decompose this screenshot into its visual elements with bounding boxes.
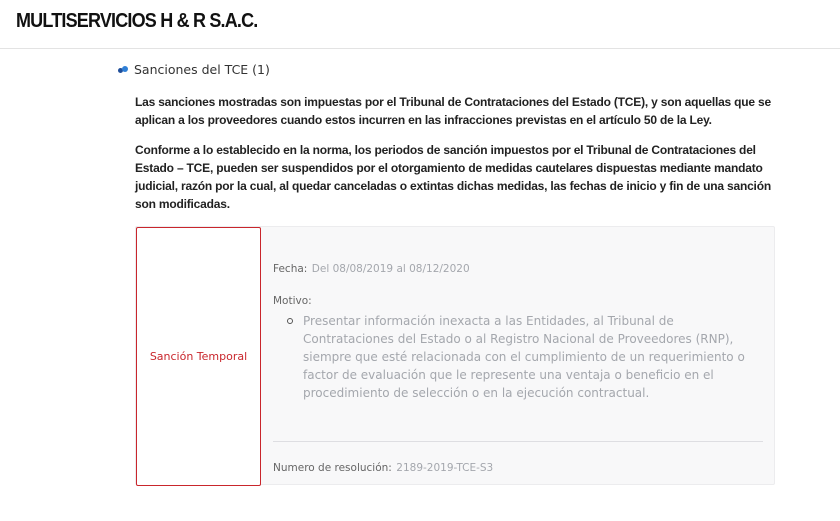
section-title-text: Sanciones del TCE (1) bbox=[134, 62, 270, 77]
divider bbox=[273, 441, 763, 442]
circle-bullet-icon bbox=[287, 318, 293, 324]
fecha-value: Del 08/08/2019 al 08/12/2020 bbox=[311, 263, 470, 275]
sanction-details bbox=[273, 227, 765, 486]
fecha-label: Fecha: bbox=[273, 263, 308, 275]
resolucion-value: 2189-2019-TCE-S3 bbox=[396, 462, 494, 474]
info-paragraph-1: Las sanciones mostradas son impuestas por el Tribunal de Contrataciones del Estado (TCE), y son aquellas que se aplican a los proveedores cuando estos incurren en las infracciones previstas en el artículo 50 de la Ley. bbox=[135, 95, 771, 127]
sanction-type-box bbox=[136, 227, 261, 486]
resolucion-label: Numero de resolución: bbox=[273, 462, 392, 474]
section-title bbox=[118, 62, 270, 77]
resolucion-row bbox=[273, 458, 493, 476]
motivo-list bbox=[287, 312, 757, 402]
company-name: MULTISERVICIOS H & R S.A.C. bbox=[16, 10, 258, 32]
info-paragraph-2: Conforme a lo establecido en la norma, los periodos de sanción impuestos por el Tribunal de Contrataciones del Estado – TCE, pueden ser suspendidos por el otorgamiento de medidas cautelares dispuestas mediante mandato judicial, razón por la cual, al quedar canceladas o extintas dichas medidas, las fechas de inicio y fin de una sanción son modificadas. bbox=[135, 143, 771, 211]
motivo-item bbox=[287, 312, 757, 402]
motivo-label: Motivo: bbox=[273, 295, 312, 307]
motivo-item-text: Presentar información inexacta a las Entidades, al Tribunal de Contrataciones del Estado o al Registro Nacional de Proveedores (RNP), siempre que esté relacionada con el cumplimiento de un requerimiento o factor de evaluación que le represente una ventaja o beneficio en el procedimiento de selección o en la ejecución contractual. bbox=[303, 314, 745, 400]
sanction-type-label: Sanción Temporal bbox=[149, 350, 248, 363]
page-header bbox=[0, 0, 840, 49]
dots-bullet-icon bbox=[118, 66, 128, 74]
sanction-card bbox=[135, 226, 775, 485]
fecha-row bbox=[273, 259, 470, 277]
